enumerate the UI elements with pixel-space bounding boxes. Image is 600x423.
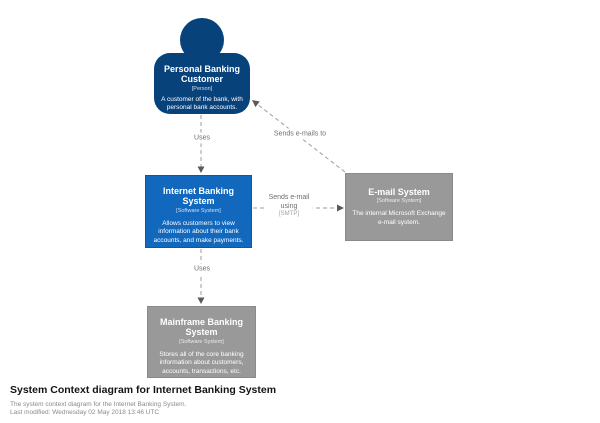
edge-label-sends-email-using-smtp: [266, 192, 313, 220]
edge-label-uses-bottom: Uses: [191, 263, 213, 274]
node-description: A customer of the bank, with personal bank accounts.: [161, 95, 243, 112]
node-email-system[interactable]: [345, 173, 453, 241]
node-type: [Person]: [191, 85, 213, 92]
node-type: [Software System]: [179, 338, 224, 345]
edge-label-uses-top: Uses: [191, 132, 213, 143]
node-type: [Software System]: [376, 198, 422, 205]
node-name: Mainframe Banking System: [159, 317, 244, 338]
edge-label-line1: Sends e-mail: [268, 194, 310, 202]
node-name: Internet Banking System: [162, 186, 234, 207]
node-description: Allows customers to view information about their bank accounts, and make payments.: [153, 219, 244, 244]
node-mainframe-banking-system[interactable]: [147, 306, 256, 378]
diagram-title: System Context diagram for Internet Banking System: [10, 384, 277, 396]
diagram-subtitle: The system context diagram for the Internet Banking System.: [10, 401, 187, 408]
arrowhead-upleft-customer: [252, 100, 260, 107]
node-description: The internal Microsoft Exchange e-mail system.: [352, 210, 446, 226]
node-name: E-mail System: [368, 187, 430, 197]
node-name: Personal Banking Customer: [163, 64, 241, 85]
arrowhead-down-mainframe: [198, 298, 205, 305]
edge-technology: [SMTP]: [278, 211, 300, 218]
edge-label-line2: using: [280, 203, 298, 211]
node-internet-banking-system[interactable]: [145, 175, 252, 248]
node-personal-banking-customer[interactable]: [154, 53, 250, 114]
node-type: [Software System]: [176, 207, 221, 214]
arrowhead-down-ibs: [198, 167, 205, 174]
arrowhead-right-email: [337, 205, 344, 212]
diagram-last-modified: Last modified: Wednesday 02 May 2018 13:46 UTC: [10, 409, 160, 416]
edge-label-sends-emails-to: Sends e-mails to: [271, 128, 329, 139]
node-description: Stores all of the core banking information about customers, accounts, transactions, etc.: [159, 350, 244, 375]
